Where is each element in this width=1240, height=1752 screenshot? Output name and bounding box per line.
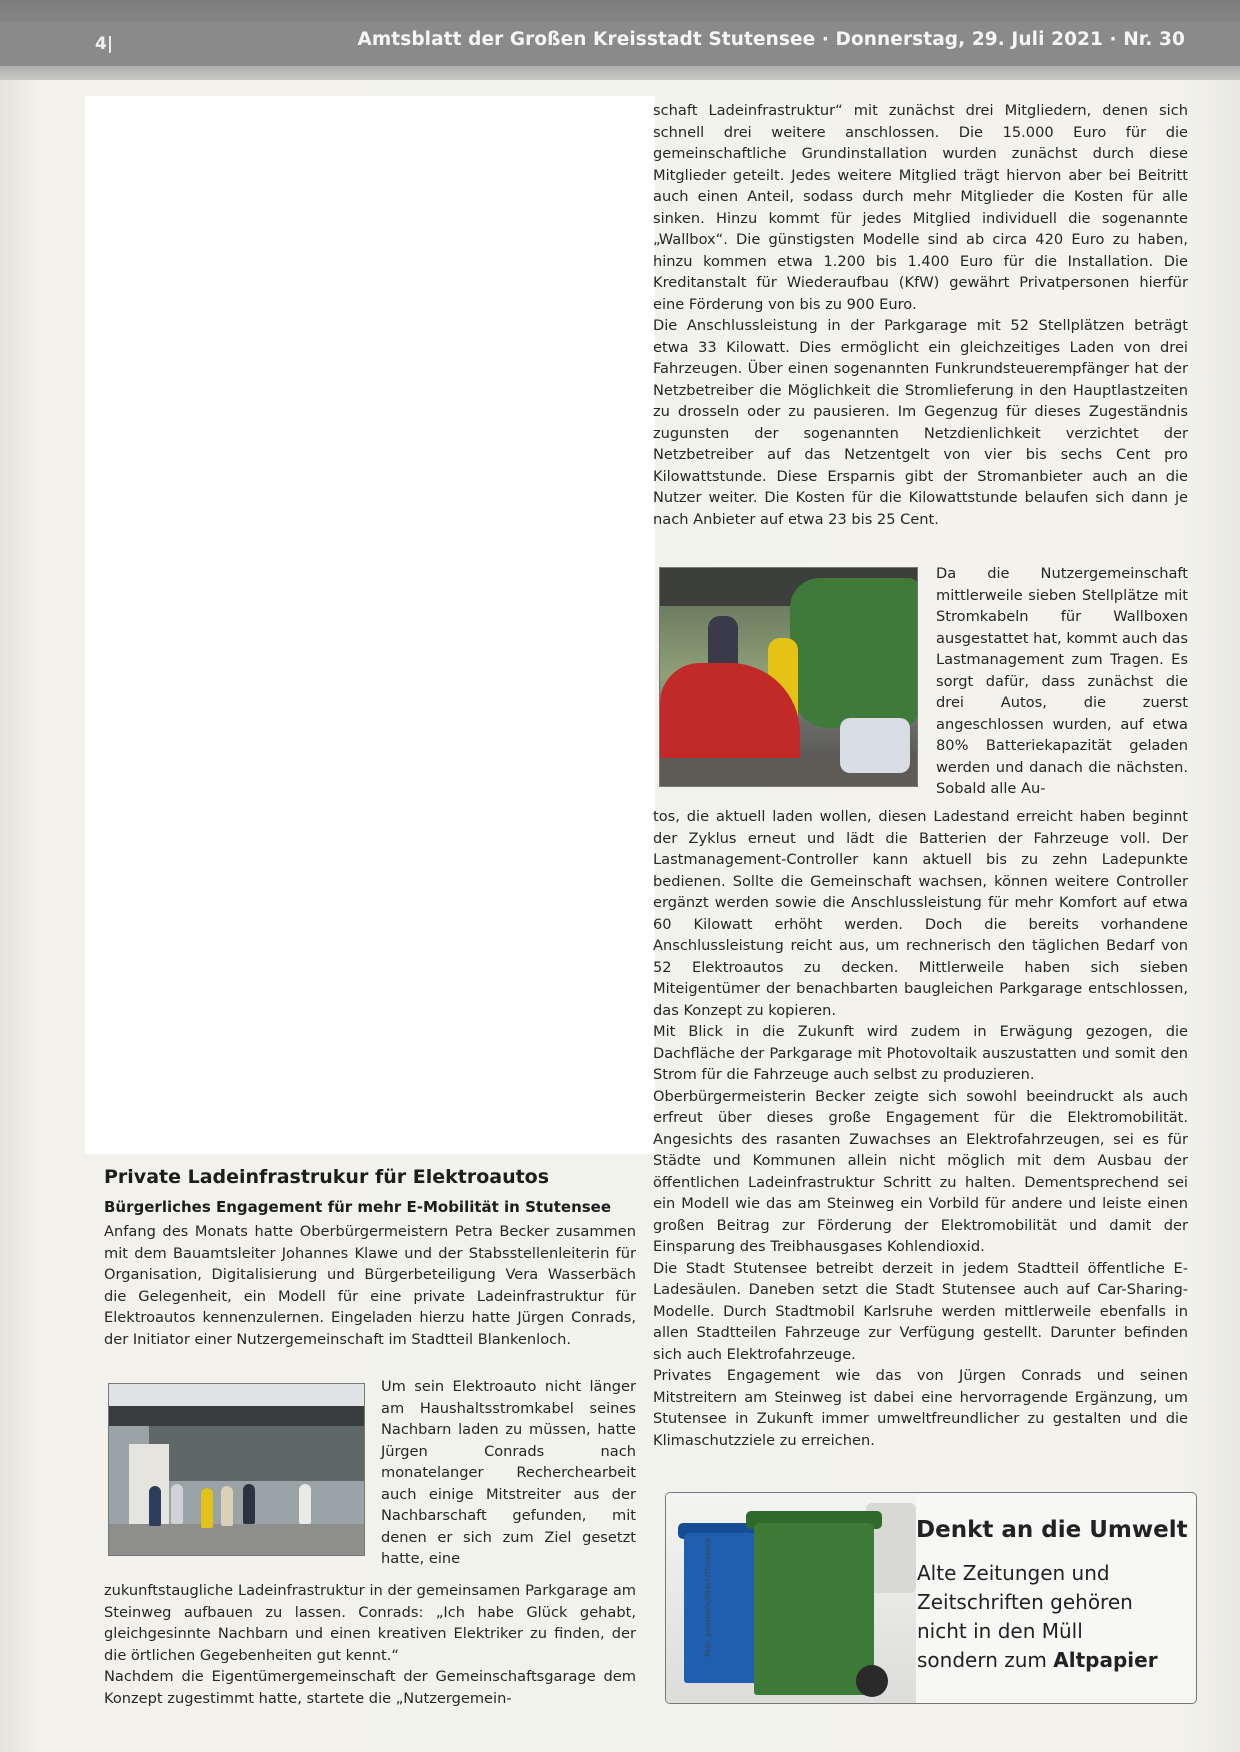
- paragraph: Mit Blick in die Zukunft wird zudem in Erwägung gezogen, die Dachfläche der Parkgarage mit Photovoltaik auszustatten und somit den Strom für die Fahrzeuge auch selbst zu produzieren.: [653, 1023, 1188, 1083]
- page-number: 4|: [95, 34, 114, 54]
- ad-text: [917, 1559, 1158, 1675]
- ad-title: Denkt an die Umwelt: [916, 1517, 1188, 1543]
- header-title: Amtsblatt der Großen Kreisstadt Stutensee · Donnerstag, 29. Juli 2021 · Nr. 30: [357, 29, 1185, 50]
- paragraph: zukunftstaugliche Ladeinfrastruktur in der gemeinsamen Parkgarage am Steinweg aufbauen zu lassen. Conrads: „Ich habe Glück gehabt, gleichgesinnte Nachbarn und einen kreativen Elektriker zu finden, der die örtlichen Gegebenheiten gut kennt.“: [104, 1582, 636, 1664]
- left-column-top: Anfang des Monats hatte Oberbürgermeistern Petra Becker zusammen mit dem Bauamtsleiter Johannes Klawe und der Stabsstellenleiterin für Organisation, Digitalisierung und Bürgerbeteiligung Vera Wasserbäch die Gelegenheit, ein Modell für eine private Ladeinfrastruktur für Elektroautos kennenzulernen. Eingeladen hierzu hatte Jürgen Conrads, der Initiator einer Nutzergemeinschaft im Stadtteil Blankenloch.: [104, 1223, 636, 1348]
- altpapier-ad: [665, 1492, 1197, 1704]
- paragraph: Die Anschlussleistung in der Parkgarage mit 52 Stellplätzen beträgt etwa 33 Kilowatt. Dies ermöglicht ein gleichzeitiges Laden von drei Fahrzeugen. Über einen sogenannten Funkrundsteuerempfänger hat der Netzbetreiber die Möglichkeit die Stromlieferung in den Hauptlastzeiten zu drosseln oder zu pausieren. Im Gegenzug für dieses Zugeständnis zugunsten der sogenannten Netzdienlichkeit verzichtet der Netzbetreiber auf das Netzentgelt von vier bis sechs Cent pro Kilowattstunde. Diese Ersparnis gibt der Stromanbieter auch an die Nutzer weiter. Die Kosten für die Kilowattstunde belaufen sich dann je nach Anbieter auf etwa 23 bis 25 Cent.: [653, 317, 1188, 528]
- ad-line: Alte Zeitungen und: [917, 1561, 1110, 1585]
- right-column-wrap: Da die Nutzergemeinschaft mittlerweile sieben Stellplätze mit Stromkabeln für Wallboxen ausgestattet hat, kommt auch das Lastmanagement zum Tragen. Es sorgt dafür, dass zunächst die drei Autos, die zuerst angeschlossen wurden, auf etwa 80% Batteriekapazität geladen werden und danach die nächsten. Sobald alle Au-: [936, 565, 1188, 797]
- ad-line-strong: Altpapier: [1053, 1648, 1158, 1672]
- right-column-top: [653, 100, 1188, 530]
- article-subheadline: Bürgerliches Engagement für mehr E-Mobilität in Stutensee: [104, 1198, 612, 1216]
- right-column-bottom: [653, 806, 1188, 1451]
- article-headline: Private Ladeinfrastrukur für Elektroautos: [104, 1166, 550, 1188]
- photo-credit: Foto: goodsmile/iStock/Thinkstock: [704, 1537, 712, 1657]
- green-bin-image: [754, 1523, 874, 1695]
- paragraph: Oberbürgermeisterin Becker zeigte sich sowohl beeindruckt als auch erfreut über dieses große Engagement für die Elektromobilität. Angesichts des rasanten Zuwachses an Elektrofahrzeugen, sei es für Städte und Kommunen allein nicht möglich mit dem Ausbau der öffentlichen Ladeinfrastruktur Schritt zu halten. Dementsprechend sei ein Modell wie das am Steinweg ein Vorbild für andere und leiste einen großen Beitrag zur Förderung der Elektromobilität und damit der Einsparung des Treibhausgases Kohlendioxid.: [653, 1087, 1188, 1255]
- photo-parking-garage-group: [108, 1383, 365, 1556]
- paragraph: Privates Engagement wie das von Jürgen Conrads und seinen Mitstreitern am Steinweg ist dabei eine hervorragende Ergänzung, um Stutensee in Zukunft immer umweltfreundlicher zu gestalten und die Klimaschutzziele zu erreichen.: [653, 1367, 1188, 1449]
- left-column-wrap: Um sein Elektroauto nicht länger am Haushaltsstromkabel seines Nachbarn laden zu müssen, hatte Jürgen Conrads nach monatelanger Recherchearbeit auch einige Mitstreiter aus der Nachbarschaft gefunden, mit denen er sich zum Ziel gesetzt hatte, eine: [381, 1378, 636, 1567]
- ad-line-prefix: sondern zum: [917, 1648, 1054, 1672]
- photo-garage-charging: [659, 567, 918, 787]
- paragraph: Nachdem die Eigentümergemeinschaft der Gemeinschaftsgarage dem Konzept zugestimmt hatte, startete die „Nutzergemein-: [104, 1668, 636, 1707]
- blank-ad-space: [85, 96, 655, 1154]
- blue-bin-image: [684, 1533, 762, 1683]
- left-column-bottom: [104, 1580, 636, 1709]
- paragraph: Die Stadt Stutensee betreibt derzeit in jedem Stadtteil öffentliche E-Ladesäulen. Daneben setzt die Stadt Stutensee auch auf Car-Sharing-Modelle. Durch Stadtmobil Karlsruhe werden mittlerweile ebenfalls in allen Stadtteilen Fahrzeuge zur Verfügung gestellt. Darunter befinden sich auch Elektrofahrzeuge.: [653, 1259, 1188, 1363]
- ad-line: Zeitschriften gehören: [917, 1590, 1133, 1614]
- paragraph: schaft Ladeinfrastruktur“ mit zunächst drei Mitgliedern, denen sich schnell drei weitere anschlossen. Die 15.000 Euro für die gemeinschaftliche Grundinstallation wurden zunächst durch diese Mitglieder geteilt. Jedes weitere Mitglied trägt hiervon aber bei Beitritt auch einen Anteil, sodass durch mehr Mitglieder die Kosten für alle sinken. Hinzu kommt für jedes Mitglied individuell die sogenannte „Wallbox“. Die günstigsten Modelle sind ab circa 420 Euro zu haben, hinzu kommen etwa 1.200 bis 1.400 Euro für die Installation. Die Kreditanstalt für Wiederaufbau (KfW) gewährt Privatpersonen hierfür eine Förderung von bis zu 900 Euro.: [653, 102, 1188, 313]
- ad-line: [917, 1646, 1158, 1675]
- page-header: [0, 0, 1240, 80]
- paragraph: tos, die aktuell laden wollen, diesen Ladestand erreicht haben beginnt der Zyklus erneut und lädt die Batterien der Fahrzeuge voll. Der Lastmanagement-Controller kann aktuell bis zu zehn Ladepunkte bedienen. Sollte die Gemeinschaft wachsen, können weitere Controller ergänzt werden sowie die Anschlussleistung für mehr Komfort auf etwa 60 Kilowatt erhöht werden. Doch die bereits vorhandene Anschlussleistung reicht aus, um rechnerisch den täglichen Bedarf von 52 Elektroautos zu decken. Mittlerweile haben sich sieben Miteigentümer der benachbarten baugleichen Parkgarage entschlossen, das Konzept zu kopieren.: [653, 808, 1188, 1019]
- ad-line: nicht in den Müll: [917, 1619, 1083, 1643]
